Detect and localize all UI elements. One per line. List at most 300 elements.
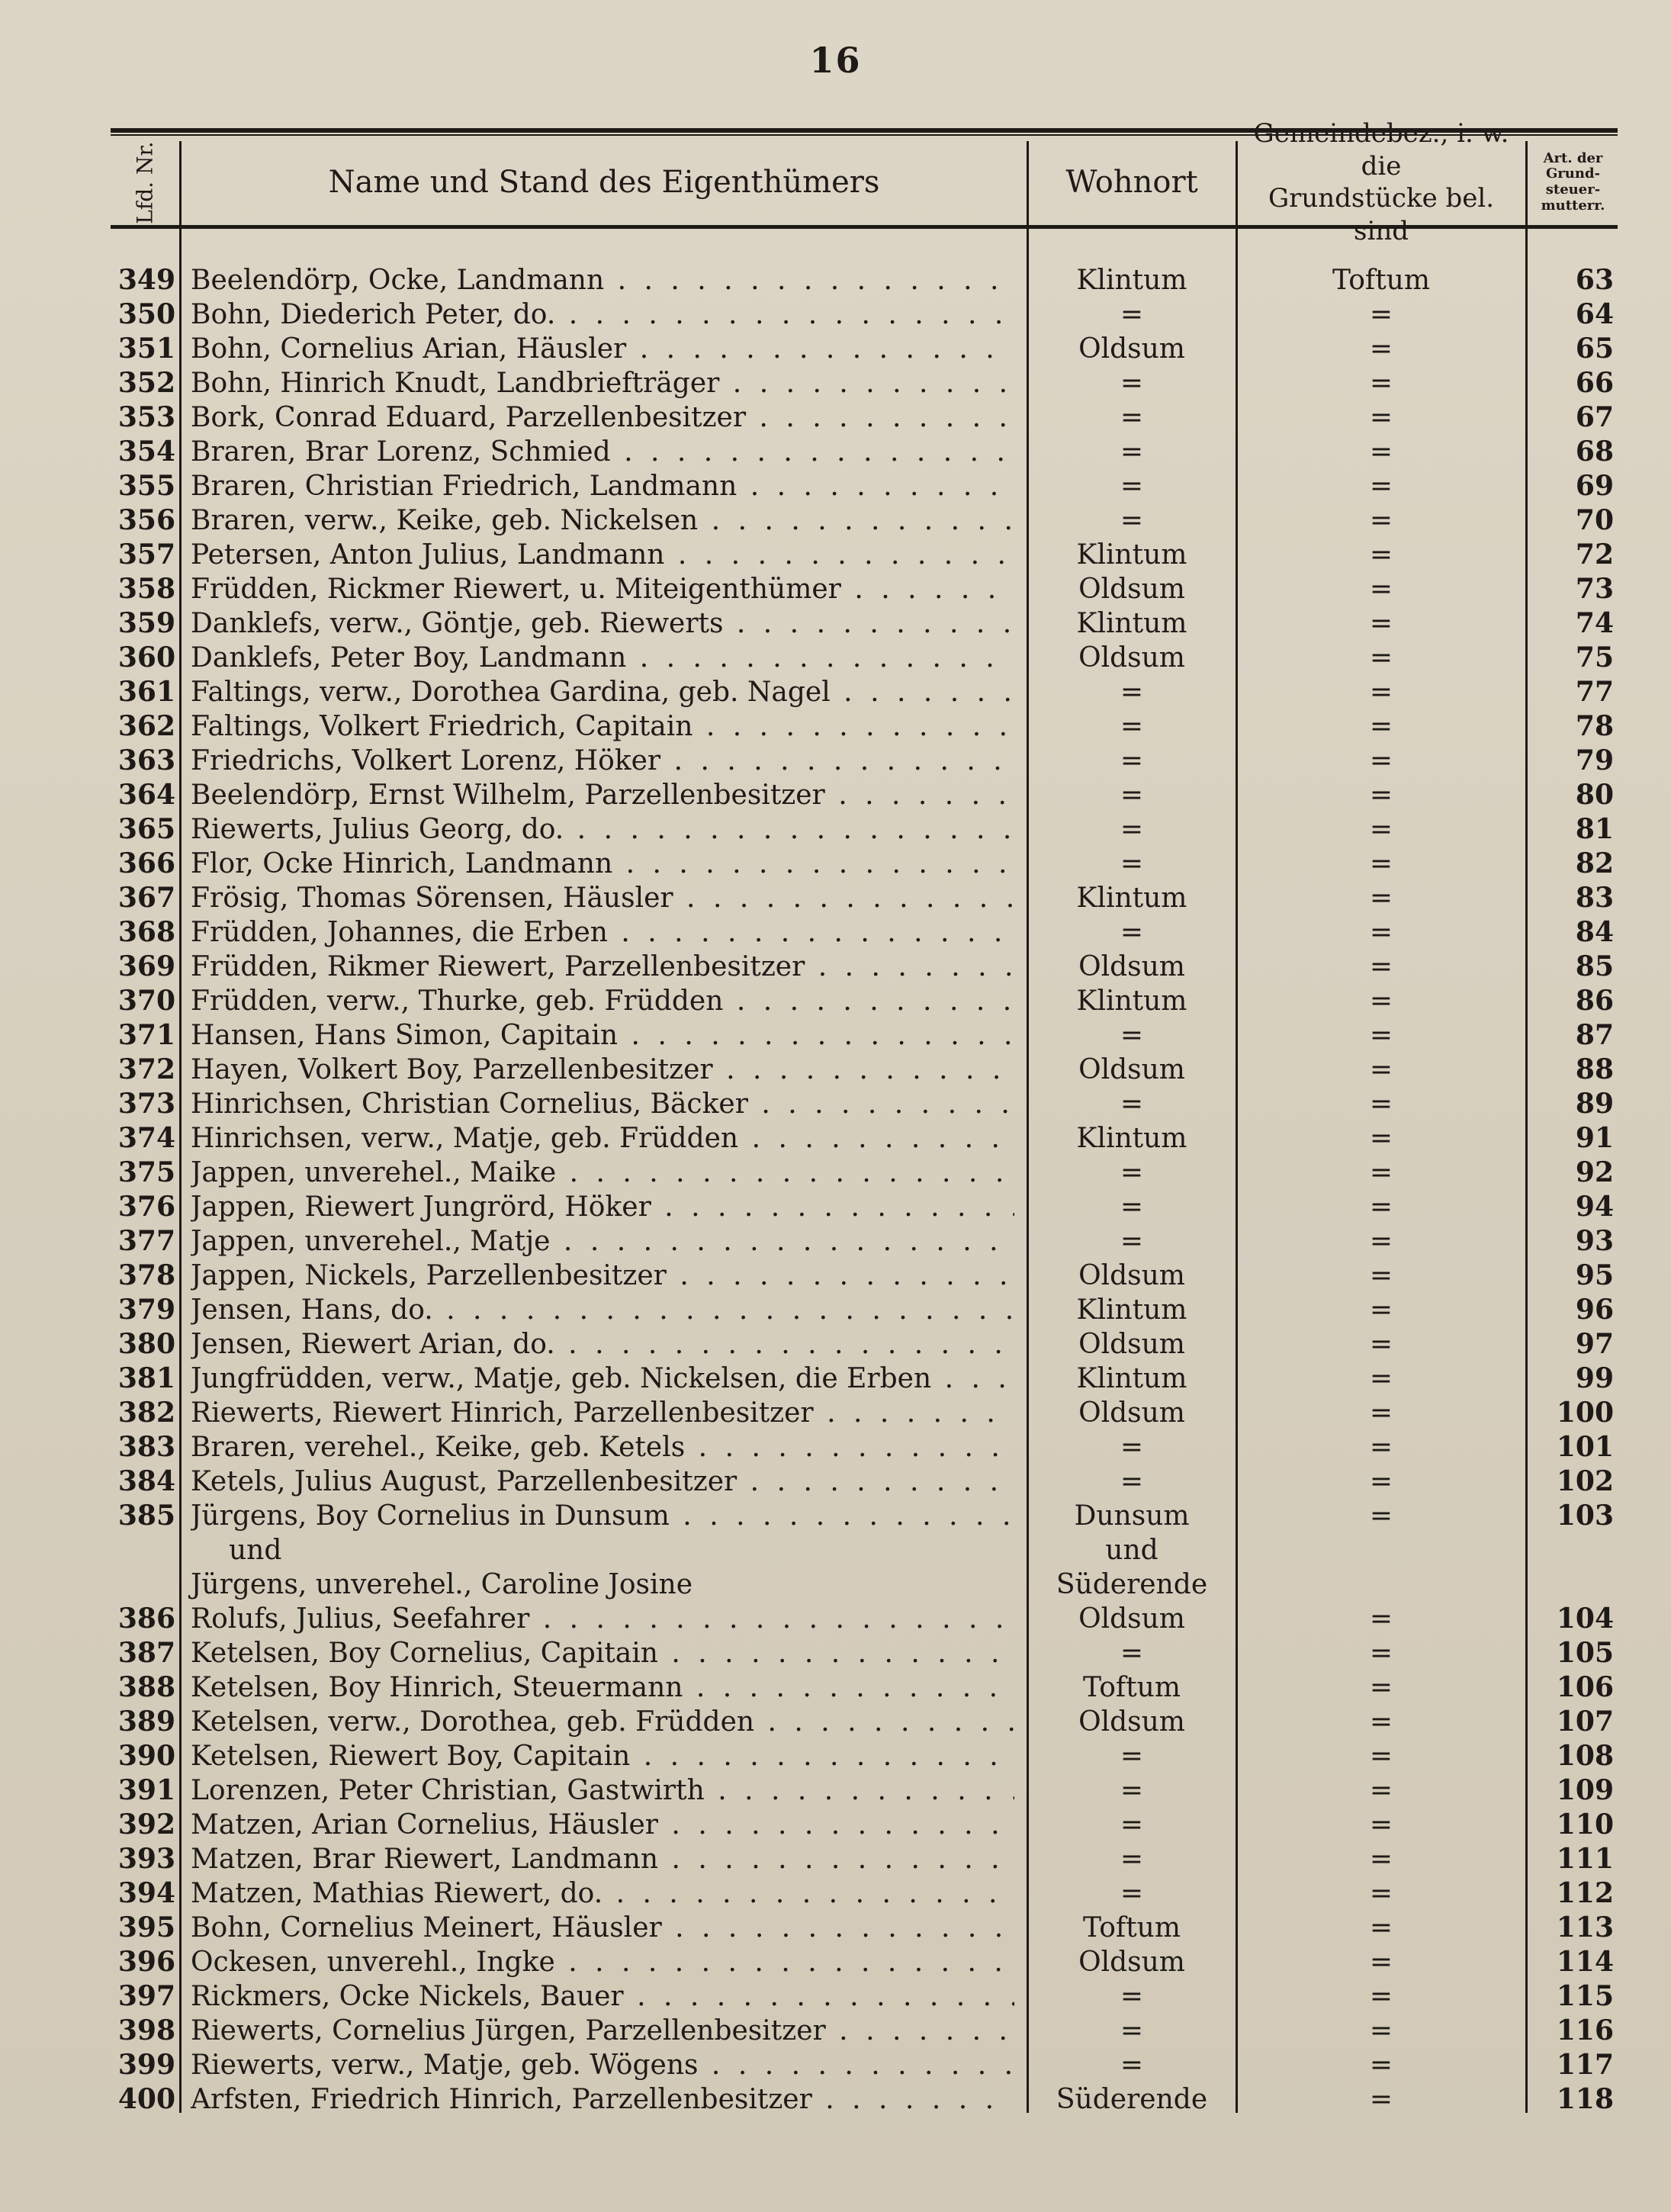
table-row	[0, 1430, 1671, 1464]
row-number: 399	[117, 2049, 175, 2081]
article-number: 66	[1575, 367, 1614, 399]
owner-name	[191, 538, 1014, 572]
row-number: 360	[117, 641, 175, 674]
district: =	[1369, 1638, 1393, 1669]
district: =	[1369, 1329, 1393, 1360]
article-number: 113	[1556, 1911, 1614, 1944]
row-number: 357	[117, 539, 175, 571]
table-row	[0, 675, 1671, 709]
leader-dots	[662, 1912, 1014, 1944]
residence: Oldsum	[1078, 642, 1185, 674]
residence: =	[1120, 917, 1144, 948]
leader-dots	[603, 1878, 1014, 1909]
article-number: 77	[1575, 676, 1614, 708]
owner-name-text: Jungfrüdden, verw., Matje, geb. Nickelsen, die Erben	[191, 1363, 932, 1394]
row-number: 363	[117, 744, 175, 776]
owner-name	[191, 950, 1014, 984]
row-number: 391	[117, 1774, 175, 1806]
owner-name	[191, 1945, 1014, 1979]
table-row	[0, 1087, 1671, 1121]
owner-name-text: Hansen, Hans Simon, Capitain	[191, 1020, 619, 1051]
leader-dots	[564, 814, 1014, 845]
leader-dots	[555, 1329, 1014, 1360]
leader-dots	[555, 1947, 1014, 1978]
residence: Klintum	[1076, 608, 1187, 639]
residence: Toftum	[1082, 1912, 1181, 1944]
leader-dots	[611, 436, 1014, 468]
leader-dots	[841, 574, 1014, 605]
leader-dots	[723, 985, 1014, 1017]
row-number: 380	[117, 1328, 175, 1360]
owner-name-text: Riewerts, Riewert Hinrich, Parzellenbesitzer	[191, 1397, 814, 1429]
leader-dots	[713, 1054, 1014, 1085]
owner-name	[191, 1808, 1014, 1842]
residence: Oldsum	[1078, 333, 1185, 365]
table-row	[0, 915, 1671, 950]
leader-dots	[826, 2015, 1014, 2046]
row-number: 370	[117, 985, 175, 1017]
row-number: 381	[117, 1362, 175, 1394]
leader-dots	[825, 780, 1014, 811]
leader-dots	[555, 299, 1014, 330]
district: =	[1369, 608, 1393, 639]
table-row	[0, 1773, 1671, 1808]
row-number: 387	[117, 1637, 175, 1669]
row-number: 372	[117, 1053, 175, 1085]
leader-dots	[608, 917, 1014, 948]
article-number: 85	[1575, 950, 1614, 982]
owner-name	[191, 1224, 1014, 1259]
owner-name-text: Beelendörp, Ernst Wilhelm, Parzellenbesitzer	[191, 780, 825, 811]
article-number: 92	[1575, 1156, 1614, 1188]
row-number: 365	[117, 813, 175, 845]
district: =	[1369, 1226, 1393, 1257]
table-row	[0, 1842, 1671, 1876]
owner-name	[191, 881, 1014, 915]
residence: =	[1120, 1878, 1144, 1909]
article-number: 88	[1575, 1053, 1614, 1085]
leader-dots	[805, 951, 1014, 982]
article-number: 64	[1575, 298, 1614, 330]
owner-name-text: Danklefs, Peter Boy, Landmann	[191, 642, 627, 674]
district: =	[1369, 1947, 1393, 1978]
article-number: 102	[1556, 1465, 1614, 1497]
district: =	[1369, 1809, 1393, 1841]
row-number: 364	[117, 779, 175, 811]
residence: =	[1120, 1157, 1144, 1188]
row-number: 385	[117, 1500, 175, 1532]
header-art-line2: Grund-	[1545, 166, 1601, 182]
owner-name	[191, 1396, 1014, 1430]
owner-name-text: Jappen, unverehel., Maike	[191, 1157, 557, 1188]
leader-dots	[737, 1466, 1014, 1497]
residence: =	[1120, 402, 1144, 433]
owner-name-continuation: Jürgens, unverehel., Caroline Josine	[191, 1569, 693, 1600]
table-row	[0, 606, 1671, 641]
district: =	[1369, 1260, 1393, 1291]
owner-name-text: Früdden, Rickmer Riewert, u. Miteigenthümer	[191, 574, 841, 605]
district: =	[1369, 985, 1393, 1017]
owner-name-text: Matzen, Arian Cornelius, Häusler	[191, 1809, 658, 1841]
residence: Klintum	[1076, 1294, 1187, 1326]
owner-name	[191, 1121, 1014, 1156]
table-row	[0, 1224, 1671, 1259]
residence: =	[1120, 1088, 1144, 1120]
leader-dots	[737, 471, 1014, 502]
owner-name	[191, 469, 1014, 503]
owner-name-text: Früdden, verw., Thurke, geb. Früdden	[191, 985, 724, 1017]
article-number: 80	[1575, 779, 1614, 811]
owner-name	[191, 1087, 1014, 1121]
row-number: 367	[117, 882, 175, 914]
table-row-continuation	[0, 1533, 1671, 1567]
leader-dots	[814, 1397, 1014, 1429]
article-number: 106	[1556, 1671, 1614, 1703]
leader-dots	[673, 883, 1014, 914]
owner-name-text: Ketels, Julius August, Parzellenbesitzer	[191, 1466, 737, 1497]
district: =	[1369, 1912, 1393, 1944]
row-number: 368	[117, 916, 175, 948]
leader-dots	[746, 402, 1014, 433]
owner-name-text: Beelendörp, Ocke, Landmann	[191, 265, 605, 296]
district: =	[1369, 2015, 1393, 2046]
table-row	[0, 400, 1671, 435]
district: =	[1369, 1054, 1393, 1085]
row-number: 396	[117, 1946, 175, 1978]
residence: =	[1120, 1226, 1144, 1257]
district: =	[1369, 745, 1393, 776]
district: =	[1369, 1157, 1393, 1188]
leader-dots	[658, 1809, 1014, 1841]
owner-name-text: Jensen, Hans, do.	[191, 1294, 433, 1326]
owner-name-text: Bohn, Diederich Peter, do.	[191, 299, 556, 330]
residence: Oldsum	[1078, 1054, 1185, 1085]
header-art-line3: steuer-	[1545, 182, 1601, 198]
table-row	[0, 503, 1671, 538]
table-row	[0, 1156, 1671, 1190]
district: =	[1369, 1741, 1393, 1772]
residence: =	[1120, 1775, 1144, 1806]
district: =	[1369, 1878, 1393, 1909]
district: =	[1369, 1603, 1393, 1635]
owner-name	[191, 2014, 1014, 2048]
row-number: 369	[117, 950, 175, 982]
leader-dots	[693, 711, 1014, 742]
table-row	[0, 881, 1671, 915]
article-number: 82	[1575, 847, 1614, 879]
table-row	[0, 366, 1671, 400]
district: =	[1369, 402, 1393, 433]
owner-name	[191, 812, 1014, 847]
header-name: Name und Stand des Eigenthümers	[328, 165, 880, 200]
table-row	[0, 1705, 1671, 1739]
owner-name	[191, 675, 1014, 709]
owner-name	[191, 297, 1014, 332]
district: =	[1369, 539, 1393, 571]
owner-name	[191, 1053, 1014, 1087]
owner-name-text: Flor, Ocke Hinrich, Landmann	[191, 848, 613, 879]
row-number: 382	[117, 1397, 175, 1429]
row-number: 389	[117, 1706, 175, 1738]
residence: =	[1120, 1809, 1144, 1841]
district: =	[1369, 1981, 1393, 2012]
residence: Klintum	[1076, 985, 1187, 1017]
district: =	[1369, 574, 1393, 605]
table-row	[0, 572, 1671, 606]
leader-dots	[529, 1603, 1014, 1635]
article-number: 89	[1575, 1088, 1614, 1120]
residence: =	[1120, 780, 1144, 811]
table-row	[0, 1911, 1671, 1945]
table-row	[0, 1808, 1671, 1842]
article-number: 99	[1575, 1362, 1614, 1394]
leader-dots	[604, 265, 1014, 296]
residence: Klintum	[1076, 1123, 1187, 1154]
residence: Klintum	[1076, 883, 1187, 914]
article-number: 87	[1575, 1019, 1614, 1051]
table-row	[0, 332, 1671, 366]
residence: =	[1120, 745, 1144, 776]
leader-dots	[705, 1775, 1014, 1806]
district: =	[1369, 1672, 1393, 1703]
owner-name-text: Matzen, Brar Riewert, Landmann	[191, 1844, 659, 1875]
article-number: 111	[1556, 1843, 1614, 1875]
article-number: 65	[1575, 333, 1614, 365]
article-number: 110	[1556, 1809, 1614, 1841]
header-district-line1: Gemeindebez., i. w. die	[1253, 118, 1509, 182]
district: =	[1369, 780, 1393, 811]
row-number: 384	[117, 1465, 175, 1497]
row-number: 371	[117, 1019, 175, 1051]
owner-name	[191, 503, 1014, 538]
table-row	[0, 2048, 1671, 2082]
table-row	[0, 1739, 1671, 1773]
header-art-grundsteuer	[1528, 141, 1618, 223]
article-number: 104	[1556, 1603, 1614, 1635]
district: =	[1369, 505, 1393, 536]
article-number: 118	[1556, 2083, 1614, 2115]
row-number: 390	[117, 1740, 175, 1772]
district: =	[1369, 471, 1393, 502]
owner-name-continuation: und	[229, 1535, 282, 1566]
table-row	[0, 812, 1671, 847]
residence-continuation: Süderende	[1056, 1569, 1208, 1600]
owner-name-text: Riewerts, Julius Georg, do.	[191, 814, 564, 845]
leader-dots	[660, 745, 1014, 776]
leader-dots	[556, 1157, 1014, 1188]
owner-name-text: Bohn, Cornelius Arian, Häusler	[191, 333, 627, 365]
leader-dots	[748, 1088, 1014, 1120]
owner-name	[191, 1327, 1014, 1362]
table-row	[0, 744, 1671, 778]
article-number: 97	[1575, 1328, 1614, 1360]
district: =	[1369, 1775, 1393, 1806]
owner-name-text: Jürgens, Boy Cornelius in Dunsum	[191, 1500, 670, 1532]
owner-name	[191, 400, 1014, 435]
table-row	[0, 1979, 1671, 2014]
row-number: 378	[117, 1259, 175, 1291]
article-number: 91	[1575, 1122, 1614, 1154]
table-row	[0, 984, 1671, 1018]
article-number: 107	[1556, 1706, 1614, 1738]
article-number: 74	[1575, 607, 1614, 639]
table-row	[0, 847, 1671, 881]
owner-name	[191, 1156, 1014, 1190]
owner-name	[191, 1602, 1014, 1636]
residence: =	[1120, 1020, 1144, 1051]
owner-name	[191, 366, 1014, 400]
leader-dots	[723, 608, 1014, 639]
residence: =	[1120, 299, 1144, 330]
table-row	[0, 297, 1671, 332]
residence: =	[1120, 436, 1144, 468]
article-number: 101	[1556, 1431, 1614, 1463]
district: =	[1369, 2084, 1393, 2115]
residence: Dunsum	[1074, 1500, 1190, 1532]
leader-dots	[667, 1260, 1014, 1291]
article-number: 79	[1575, 744, 1614, 776]
district: =	[1369, 848, 1393, 879]
district: =	[1369, 2050, 1393, 2081]
header-gemeindebezirk	[1237, 118, 1525, 246]
table-row	[0, 1945, 1671, 1979]
owner-name-text: Danklefs, verw., Göntje, geb. Riewerts	[191, 608, 724, 639]
table-row	[0, 1876, 1671, 1911]
table-row	[0, 1121, 1671, 1156]
owner-name-text: Arfsten, Friedrich Hinrich, Parzellenbesitzer	[191, 2084, 812, 2115]
owner-name	[191, 1739, 1014, 1773]
residence: =	[1120, 2015, 1144, 2046]
residence: Klintum	[1076, 539, 1187, 571]
article-number: 116	[1556, 2014, 1614, 2046]
row-number: 366	[117, 847, 175, 879]
article-number: 112	[1556, 1877, 1614, 1909]
row-number: 377	[117, 1225, 175, 1257]
owner-name	[191, 915, 1014, 950]
owner-name	[191, 1911, 1014, 1945]
owner-name-text: Bohn, Hinrich Knudt, Landbriefträger	[191, 368, 720, 399]
row-number: 394	[117, 1877, 175, 1909]
row-number: 392	[117, 1809, 175, 1841]
district: =	[1369, 1123, 1393, 1154]
table-row	[0, 1464, 1671, 1499]
owner-name	[191, 1190, 1014, 1224]
residence: =	[1120, 1981, 1144, 2012]
owner-name-text: Früdden, Johannes, die Erben	[191, 917, 608, 948]
district: =	[1369, 814, 1393, 845]
residence: Oldsum	[1078, 574, 1185, 605]
owner-name	[191, 606, 1014, 641]
residence-continuation: und	[1105, 1535, 1158, 1566]
article-number: 94	[1575, 1191, 1614, 1223]
article-number: 70	[1575, 504, 1614, 536]
row-number: 354	[117, 436, 175, 468]
owner-name	[191, 1773, 1014, 1808]
owner-name-text: Ketelsen, Riewert Boy, Capitain	[191, 1741, 631, 1772]
leader-dots	[812, 2084, 1014, 2115]
row-number: 353	[117, 401, 175, 433]
residence: =	[1120, 1191, 1144, 1223]
article-number: 69	[1575, 470, 1614, 502]
owner-name	[191, 332, 1014, 366]
residence: =	[1120, 1638, 1144, 1669]
row-number: 352	[117, 367, 175, 399]
owner-name-text: Braren, Christian Friedrich, Landmann	[191, 471, 737, 502]
leader-dots	[618, 1020, 1014, 1051]
leader-dots	[658, 1844, 1014, 1875]
district: =	[1369, 1844, 1393, 1875]
owner-name	[191, 1018, 1014, 1053]
residence: =	[1120, 711, 1144, 742]
district: =	[1369, 1466, 1393, 1497]
table-row	[0, 2082, 1671, 2117]
residence: =	[1120, 1741, 1144, 1772]
row-number: 386	[117, 1603, 175, 1635]
article-number: 93	[1575, 1225, 1614, 1257]
row-number: 350	[117, 298, 175, 330]
residence: Oldsum	[1078, 1603, 1185, 1635]
leader-dots	[651, 1191, 1014, 1223]
residence: =	[1120, 505, 1144, 536]
row-number: 349	[117, 264, 175, 296]
residence: Oldsum	[1078, 1947, 1185, 1978]
residence: =	[1120, 368, 1144, 399]
owner-name-text: Ketelsen, Boy Cornelius, Capitain	[191, 1638, 658, 1669]
row-number: 379	[117, 1294, 175, 1326]
owner-name	[191, 1876, 1014, 1911]
article-number: 103	[1556, 1500, 1614, 1532]
residence: Klintum	[1076, 265, 1187, 296]
owner-name-text: Matzen, Mathias Riewert, do.	[191, 1878, 603, 1909]
article-number: 114	[1556, 1946, 1614, 1978]
residence: =	[1120, 1844, 1144, 1875]
table-row	[0, 1499, 1671, 1533]
district: =	[1369, 1432, 1393, 1463]
district: =	[1369, 1500, 1393, 1532]
row-number: 400	[117, 2083, 175, 2115]
article-number: 105	[1556, 1637, 1614, 1669]
article-number: 72	[1575, 539, 1614, 571]
district: =	[1369, 1397, 1393, 1429]
residence: Süderende	[1056, 2084, 1208, 2115]
district: =	[1369, 883, 1393, 914]
row-number: 351	[117, 333, 175, 365]
owner-name	[191, 1430, 1014, 1464]
row-number: 362	[117, 710, 175, 742]
district: =	[1369, 1706, 1393, 1738]
leader-dots	[624, 1981, 1014, 2012]
leader-dots	[670, 1500, 1014, 1532]
leader-dots	[626, 333, 1014, 365]
owner-name-text: Rolufs, Julius, Seefahrer	[191, 1603, 530, 1635]
owner-name-text: Jappen, Nickels, Parzellenbesitzer	[191, 1260, 667, 1291]
owner-name-text: Ketelsen, Boy Hinrich, Steuermann	[191, 1672, 683, 1703]
table-row	[0, 2014, 1671, 2048]
row-number: 375	[117, 1156, 175, 1188]
owner-name-text: Jensen, Riewert Arian, do.	[191, 1329, 555, 1360]
owner-name	[191, 1259, 1014, 1293]
owner-name	[191, 435, 1014, 469]
leader-dots	[698, 2050, 1014, 2081]
table-row-continuation	[0, 1567, 1671, 1602]
article-number: 108	[1556, 1740, 1614, 1772]
owner-name	[191, 1705, 1014, 1739]
article-number: 63	[1575, 264, 1614, 296]
owner-name	[191, 847, 1014, 881]
owner-name-text: Faltings, verw., Dorothea Gardina, geb. Nagel	[191, 677, 831, 708]
owner-name-text: Frösig, Thomas Sörensen, Häusler	[191, 883, 673, 914]
residence: Oldsum	[1078, 951, 1185, 982]
